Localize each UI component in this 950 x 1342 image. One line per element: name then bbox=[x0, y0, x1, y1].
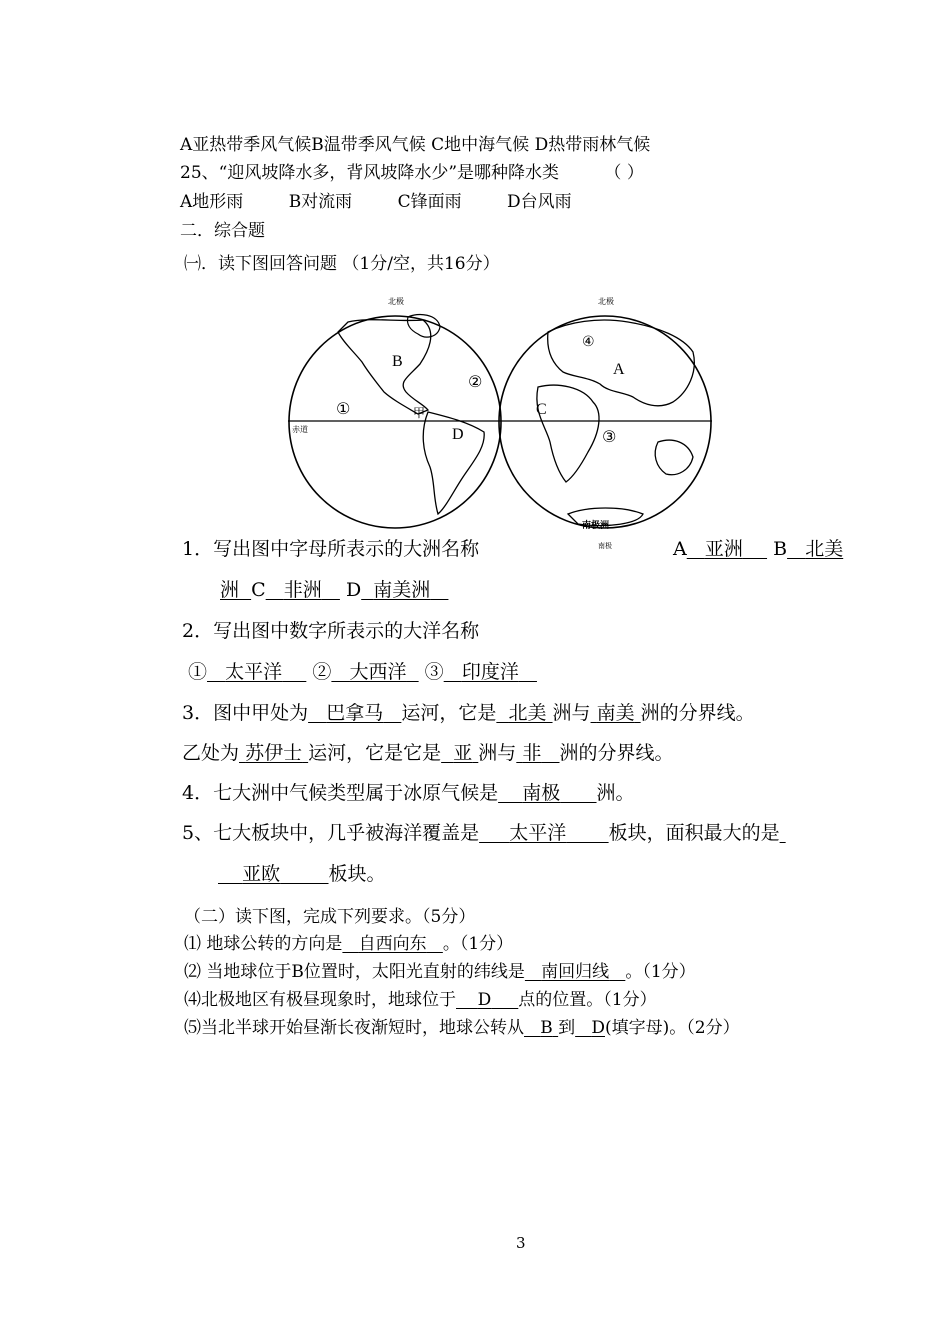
q2-answers bbox=[188, 660, 537, 684]
part2-q5-mid: 到 bbox=[558, 1018, 576, 1038]
q3-line-a bbox=[182, 701, 755, 725]
q3-a-c1-text: 北美 bbox=[508, 702, 547, 724]
q3-a-end: 洲的分界线。 bbox=[640, 702, 755, 724]
western-hemisphere bbox=[289, 316, 501, 528]
q25-option-b: B对流雨 bbox=[288, 192, 353, 212]
part2-q5 bbox=[184, 1016, 740, 1040]
q2-ans-3-text: 印度洋 bbox=[461, 661, 519, 683]
q3-a-c2 bbox=[591, 702, 641, 724]
q3-line-b bbox=[182, 741, 674, 765]
part2-q2-end: 。（1分） bbox=[625, 962, 696, 982]
q25-option-a: A地形雨 bbox=[180, 192, 244, 212]
q2-num-1: ① bbox=[188, 661, 208, 683]
q3-a-c2-text: 南美 bbox=[596, 702, 635, 724]
q2-ans-2-text: 大西洋 bbox=[349, 661, 407, 683]
q3-b-end: 洲的分界线。 bbox=[559, 742, 674, 764]
part2-q1-answer bbox=[342, 934, 442, 954]
equator-label: 赤道 bbox=[292, 425, 308, 434]
q3-a-c1 bbox=[496, 702, 552, 724]
q3-b-canal-text: 苏伊士 bbox=[245, 742, 303, 764]
q4-end: 洲。 bbox=[596, 782, 635, 804]
q5-answer-2 bbox=[218, 863, 329, 885]
q3-b-c2 bbox=[516, 742, 559, 764]
eastern-hemisphere bbox=[499, 316, 711, 528]
q1-answers-a-b bbox=[673, 537, 843, 561]
map-letter-b: B bbox=[392, 353, 403, 370]
q3-b-canal bbox=[239, 742, 308, 764]
part1-title: ㈠．读下图回答问题 （1分/空，共16分） bbox=[184, 254, 500, 274]
q1-a-label: A bbox=[673, 538, 687, 560]
q1-d-text: 南美洲 bbox=[373, 579, 431, 601]
q2-ans-2 bbox=[331, 661, 418, 683]
q5-answer-1-text: 太平洋 bbox=[509, 822, 567, 844]
part2-q4-answer bbox=[456, 990, 518, 1010]
q5-prefix: 5、七大板块中，几乎被海洋覆盖是 bbox=[182, 822, 480, 844]
page-number: 3 bbox=[516, 1234, 526, 1252]
antarctica-label: 南极洲 bbox=[582, 520, 610, 530]
part2-q1 bbox=[184, 932, 513, 956]
map-number-4: ④ bbox=[582, 334, 595, 350]
part2-q4-answer-text: D bbox=[477, 990, 492, 1010]
part2-q5-answer-b bbox=[575, 1018, 605, 1038]
q1-b-text: 北美 bbox=[805, 538, 844, 560]
part2-q5-prefix: ⑸当北半球开始昼渐长夜渐短时，地球公转从 bbox=[184, 1018, 524, 1038]
part2-q5-answer-a bbox=[524, 1018, 558, 1038]
south-pole-label: 南极 bbox=[598, 543, 612, 550]
section2-title: 二．综合题 bbox=[180, 221, 265, 241]
q1-a-answer bbox=[687, 538, 767, 560]
map-letter-d: D bbox=[452, 426, 464, 443]
q25-option-d: D台风雨 bbox=[507, 192, 572, 212]
q1-b2-text: 洲 bbox=[220, 579, 240, 601]
q3-b-c1 bbox=[441, 742, 478, 764]
q5-answer-1 bbox=[479, 822, 609, 844]
q1-c-answer bbox=[266, 579, 340, 601]
q1-answers-line2 bbox=[220, 578, 448, 602]
q1-b-answer bbox=[787, 538, 843, 560]
q2-ans-1 bbox=[207, 661, 306, 683]
map-number-1: ① bbox=[336, 399, 351, 418]
q25-options bbox=[180, 190, 572, 214]
q25-stem-text: 25、“迎风坡降水多，背风坡降水少”是哪种降水类 bbox=[180, 163, 560, 183]
q5-answer-2-text: 亚欧 bbox=[242, 863, 281, 885]
q3-a-canal-text: 巴拿马 bbox=[326, 702, 384, 724]
q3-a-mid2: 洲与 bbox=[552, 702, 591, 724]
q4-prefix: 4．七大洲中气候类型属于冰原气候是 bbox=[182, 782, 499, 804]
q24-options: A亚热带季风气候B温带季风气候 C地中海气候 D热带雨林气候 bbox=[180, 135, 651, 155]
part2-q4-prefix: ⑷北极地区有极昼现象时，地球位于 bbox=[184, 990, 456, 1010]
q3-a-prefix: 3．图中甲处为 bbox=[182, 702, 309, 724]
q4-answer-text: 南极 bbox=[522, 782, 561, 804]
q5-line-b bbox=[218, 862, 386, 886]
q25-stem bbox=[180, 161, 644, 185]
map-jia-label: 甲 bbox=[413, 406, 426, 420]
part2-q2-answer bbox=[525, 962, 625, 982]
map-number-3: ③ bbox=[602, 427, 617, 446]
q5-blank-tail bbox=[780, 822, 786, 844]
q1-c-text: 非洲 bbox=[283, 579, 322, 601]
q2-prompt: 2．写出图中数字所表示的大洋名称 bbox=[182, 620, 480, 642]
q3-b-c2-text: 非 bbox=[522, 742, 542, 764]
q1-prompt: 1．写出图中字母所表示的大洲名称 bbox=[182, 538, 480, 560]
north-pole-label-east: 北极 bbox=[598, 297, 614, 306]
map-letter-a: A bbox=[613, 361, 625, 378]
australia-outline bbox=[655, 440, 693, 475]
part2-q1-prefix: ⑴ 地球公转的方向是 bbox=[184, 934, 343, 954]
q4-line bbox=[182, 781, 635, 805]
q2-ans-1-text: 太平洋 bbox=[225, 661, 283, 683]
part2-q5-b-text: D bbox=[591, 1018, 605, 1038]
q5-mid: 板块，面积最大的是 bbox=[608, 822, 780, 844]
q3-b-mid: 运河，它是它是 bbox=[308, 742, 442, 764]
q1-b-answer-cont bbox=[220, 579, 251, 601]
part2-title: （二）读下图，完成下列要求。（5分） bbox=[184, 907, 476, 927]
q3-b-prefix: 乙处为 bbox=[182, 742, 240, 764]
q25-paren: （ ） bbox=[604, 163, 644, 183]
world-map-figure bbox=[288, 292, 718, 554]
q25-option-c: C锋面雨 bbox=[397, 192, 462, 212]
q1-a-text: 亚洲 bbox=[704, 538, 743, 560]
q2-num-3: ③ bbox=[424, 661, 444, 683]
q3-b-mid2: 洲与 bbox=[478, 742, 517, 764]
map-letter-c: C bbox=[536, 401, 547, 418]
map-number-2: ② bbox=[468, 372, 483, 391]
q1-c-label: C bbox=[251, 579, 266, 601]
part2-q1-answer-text: 自西向东 bbox=[358, 934, 427, 954]
part2-q2-answer-text: 南回归线 bbox=[541, 962, 610, 982]
part2-q5-a-text: B bbox=[540, 1018, 553, 1038]
q3-b-c1-text: 亚 bbox=[453, 742, 473, 764]
q4-answer bbox=[498, 782, 596, 804]
q3-a-mid: 运河，它是 bbox=[401, 702, 497, 724]
q1-d-label: D bbox=[345, 579, 362, 601]
q1-d-answer bbox=[361, 579, 448, 601]
africa-outline bbox=[537, 385, 599, 482]
north-pole-label-west: 北极 bbox=[388, 297, 404, 306]
q3-a-canal bbox=[308, 702, 401, 724]
q2-num-2: ② bbox=[312, 661, 332, 683]
part2-q5-end: (填字母)。（2分） bbox=[604, 1018, 740, 1038]
part2-q4 bbox=[184, 988, 657, 1012]
part2-q2-prefix: ⑵ 当地球位于B位置时，太阳光直射的纬线是 bbox=[184, 962, 525, 982]
q1-b-label: B bbox=[773, 538, 788, 560]
q5-end: 板块。 bbox=[328, 863, 386, 885]
part2-q4-end: 点的位置。（1分） bbox=[518, 990, 657, 1010]
q5-line-a bbox=[182, 821, 786, 845]
part2-q2 bbox=[184, 960, 696, 984]
q2-ans-3 bbox=[444, 661, 537, 683]
part2-q1-end: 。（1分） bbox=[442, 934, 514, 954]
